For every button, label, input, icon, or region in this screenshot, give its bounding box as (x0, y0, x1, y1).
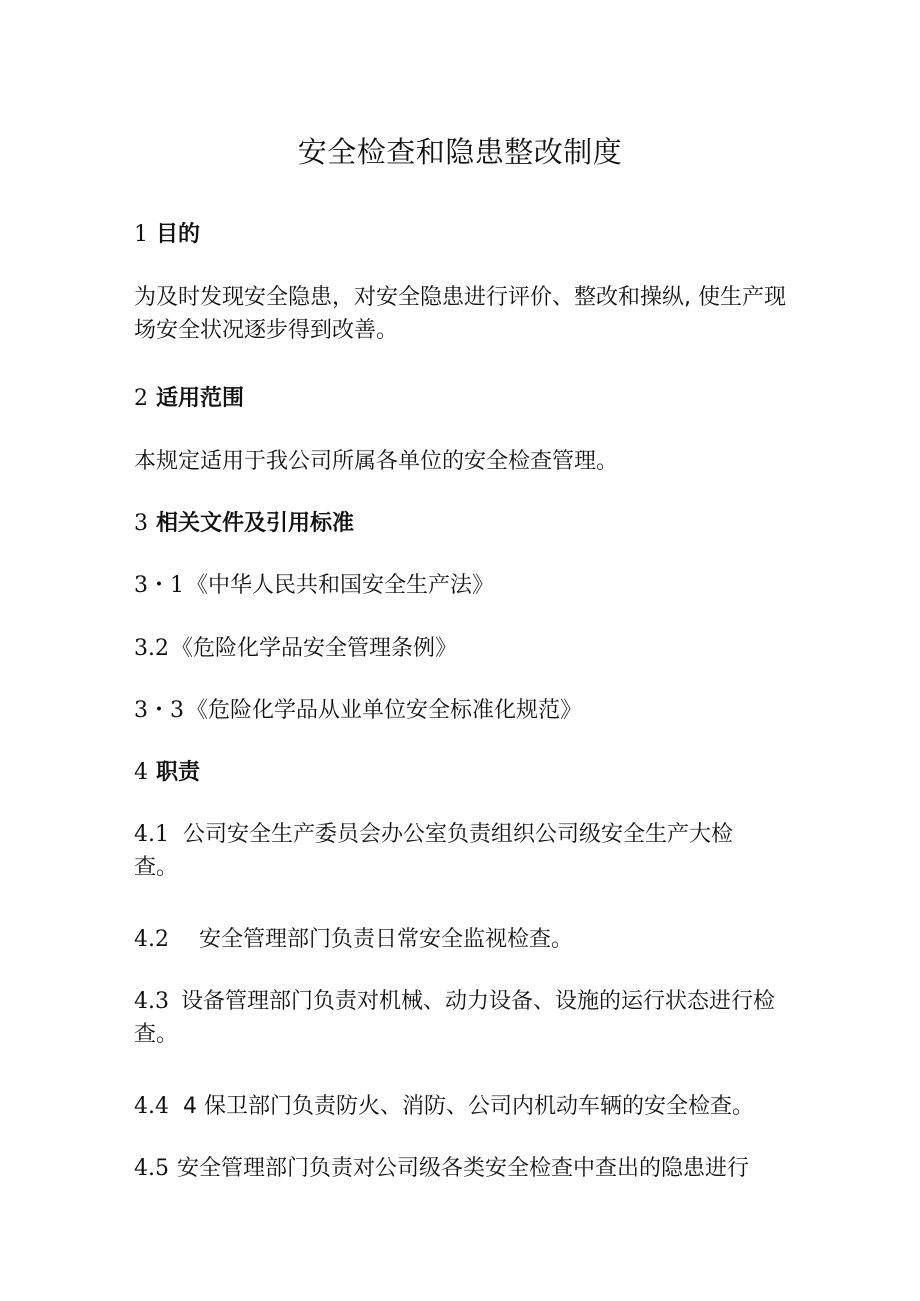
section-2-body: 本规定适用于我公司所属各单位的安全检查管理。 (134, 449, 619, 474)
item-number: 4.1 (134, 822, 169, 847)
item-number: 4.2 (134, 927, 169, 952)
section-heading-3 (134, 509, 804, 539)
item-number: 3・3 (134, 698, 184, 723)
section-title: 目的 (156, 222, 201, 247)
reference-item-3-3 (134, 696, 804, 726)
document-title: 安全检查和隐患整改制度 (297, 135, 623, 169)
section-number: 1 (134, 222, 148, 247)
section-title: 职责 (156, 760, 201, 785)
reference-item-3-1 (134, 571, 804, 601)
item-number: 4.3 (134, 989, 169, 1014)
section-heading-2 (134, 384, 804, 414)
item-text: 《中华人民共和国安全生产法》 (186, 573, 495, 598)
section-heading-1 (134, 220, 804, 250)
section-number: 3 (134, 511, 148, 536)
section-title: 适用范围 (156, 386, 245, 411)
duty-item-4-3 (134, 985, 804, 1051)
item-number: 4.4 (134, 1094, 169, 1119)
item-number: 3・1 (134, 573, 184, 598)
section-title: 相关文件及引用标准 (156, 511, 355, 536)
duty-item-4-5 (134, 1154, 804, 1184)
item-text: 设备管理部门负责对机械、动力设备、设施的运行状态进行检查。 (134, 989, 776, 1047)
section-number: 4 (134, 760, 148, 785)
section-number: 2 (134, 386, 148, 411)
section-1-body: 为及时发现安全隐患，对安全隐患进行评价、整改和操纵, 使生产现场安全状况逐步得到改善。 (134, 285, 786, 343)
item-number: 3.2 (134, 636, 169, 661)
item-text: 公司安全生产委员会办公室负责组织公司级安全生产大检查。 (134, 822, 734, 880)
item-text: 《危险化学品从业单位安全标准化规范》 (186, 698, 583, 723)
reference-item-3-2 (134, 634, 804, 664)
duty-item-4-1 (134, 818, 774, 884)
duty-item-4-2 (134, 925, 804, 955)
item-text: 安全管理部门负责对公司级各类安全检查中查出的隐患进行 (177, 1156, 750, 1181)
duty-item-4-4 (134, 1092, 804, 1122)
item-number: 4.5 (134, 1156, 169, 1181)
item-text: 安全管理部门负责日常安全监视检查。 (199, 927, 574, 952)
section-heading-4 (134, 758, 804, 788)
item-text: 4 保卫部门负责防火、消防、公司内机动车辆的安全检查。 (183, 1094, 754, 1119)
item-text: 《危险化学品安全管理条例》 (171, 636, 458, 661)
